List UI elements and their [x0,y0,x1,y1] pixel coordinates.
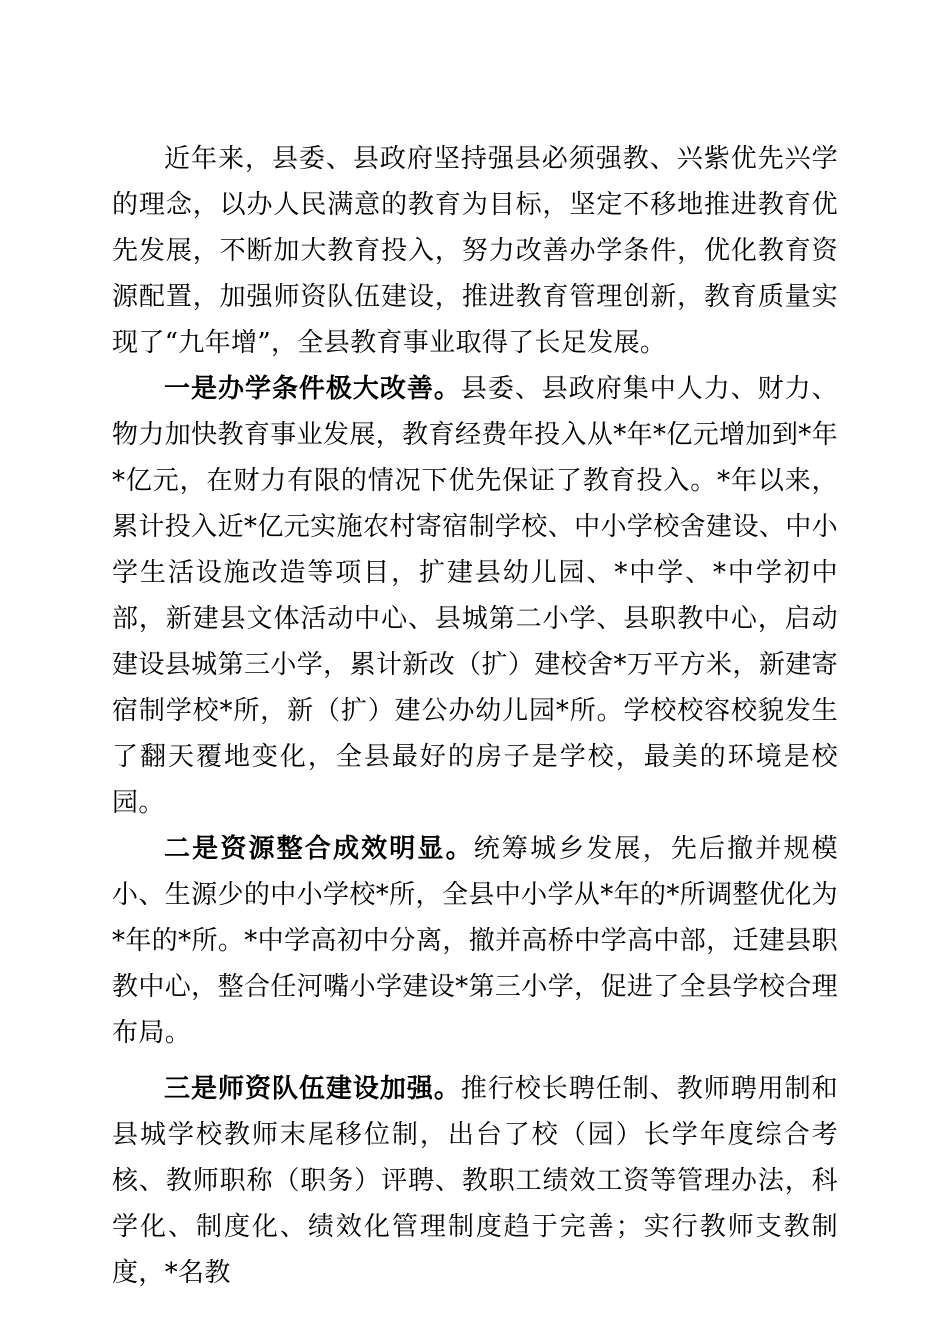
paragraph-lead: 三是师资队伍建设加强。 [164,1074,461,1104]
paragraph-school-conditions [112,366,838,826]
paragraph-text: 近年来，县委、县政府坚持强县必须强教、兴紫优先兴学的理念，以办人民满意的教育为目标，坚定不移地推进教育优先发展，不断加大教育投入，努力改善办学条件，优化教育资源配置，加强师资队伍建设，推进教育管理创新，教育质量实现了“九年增”，全县教育事业取得了长足发展。 [112,144,838,358]
paragraph-teacher-team [112,1066,838,1296]
paragraph-resource-integration [112,826,838,1056]
paragraph-intro [112,136,838,366]
paragraph-text: 统筹城乡发展，先后撤并规模小、生源少的中小学校*所，全县中小学从*年的*所调整优化为*年的*所。*中学高初中分离，撤并高桥中学高中部，迁建县职教中心，整合任河嘴小学建设*第三小学，促进了全县学校合理布局。 [112,834,838,1048]
document-body [112,136,838,1296]
paragraph-lead: 一是办学条件极大改善。 [164,374,461,404]
paragraph-text: 县委、县政府集中人力、财力、物力加快教育事业发展，教育经费年投入从*年*亿元增加到*年*亿元，在财力有限的情况下优先保证了教育投入。*年以来，累计投入近*亿元实施农村寄宿制学校、中小学校舍建设、中小学生活设施改造等项目，扩建县幼儿园、*中学、*中学初中部，新建县文体活动中心、县城第二小学、县职教中心，启动建设县城第三小学，累计新改（扩）建校舍*万平方米，新建寄宿制学校*所，新（扩）建公办幼儿园*所。学校校容校貌发生了翻天覆地变化，全县最好的房子是学校，最美的环境是校园。 [112,374,838,818]
paragraph-text: 推行校长聘任制、教师聘用制和县城学校教师末尾移位制，出台了校（园）长学年度综合考核、教师职称（职务）评聘、教职工绩效工资等管理办法，科学化、制度化、绩效化管理制度趋于完善；实行教师支教制度，*名教 [112,1074,838,1288]
paragraph-lead: 二是资源整合成效明显。 [164,834,474,864]
